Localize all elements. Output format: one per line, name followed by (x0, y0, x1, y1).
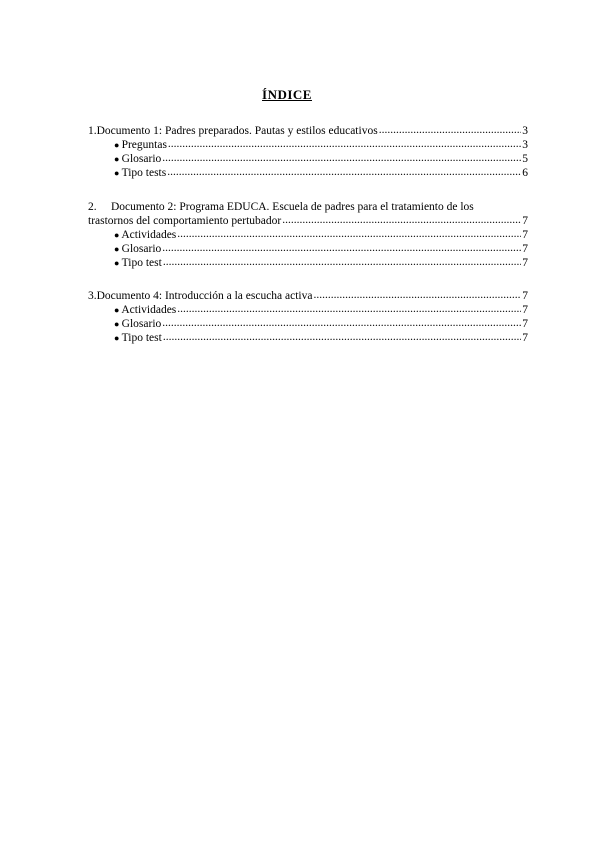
bullet-icon: ● (114, 244, 120, 254)
entry-title-continued: trastornos del comportamiento pertubador (88, 215, 282, 227)
toc-section-2 (88, 200, 528, 270)
section-number: 2. (88, 201, 97, 213)
section-number: 1. (88, 125, 97, 137)
dot-leader (162, 316, 521, 330)
index-title: ÍNDICE (262, 87, 312, 102)
entry-title: Documento 4: Introducción a la escucha activa (96, 290, 313, 302)
dot-leader (162, 151, 521, 165)
toc-subentry[interactable] (88, 317, 528, 331)
page-number: 7 (522, 290, 528, 302)
dot-leader (168, 137, 521, 151)
page-number: 7 (522, 215, 528, 227)
toc-subentry[interactable] (88, 138, 528, 152)
dot-leader (282, 213, 521, 227)
dot-leader (177, 227, 521, 241)
dot-leader (163, 255, 521, 269)
bullet-icon: ● (114, 230, 120, 240)
page-number: 5 (522, 153, 528, 165)
page-number: 3 (522, 139, 528, 151)
toc-subentry[interactable] (88, 331, 528, 345)
page-number: 3 (522, 125, 528, 137)
page-number: 7 (522, 243, 528, 255)
dot-leader (167, 165, 521, 179)
toc-entry-line1[interactable] (88, 200, 528, 214)
dot-leader (162, 241, 521, 255)
subentry-label: Glosario (121, 153, 162, 165)
toc-subentry[interactable] (88, 242, 528, 256)
toc-subentry[interactable] (88, 228, 528, 242)
subentry-label: Tipo tests (121, 167, 167, 179)
bullet-icon: ● (114, 333, 120, 343)
dot-leader (177, 302, 521, 316)
subentry-label: Glosario (121, 318, 162, 330)
subentry-label: Actividades (121, 229, 177, 241)
bullet-icon: ● (114, 140, 120, 150)
toc-entry[interactable] (88, 289, 528, 303)
toc-subentry[interactable] (88, 303, 528, 317)
toc-subentry[interactable] (88, 152, 528, 166)
bullet-icon: ● (114, 305, 120, 315)
subentry-label: Glosario (121, 243, 162, 255)
toc-subentry[interactable] (88, 256, 528, 270)
page-number: 7 (522, 332, 528, 344)
dot-leader (163, 330, 521, 344)
toc-subentry[interactable] (88, 166, 528, 180)
subentry-label: Preguntas (121, 139, 167, 151)
page-number: 7 (522, 229, 528, 241)
toc-entry[interactable] (88, 124, 528, 138)
subentry-label: Tipo test (121, 332, 162, 344)
dot-leader (379, 123, 522, 137)
subentry-label: Tipo test (121, 257, 162, 269)
bullet-icon: ● (114, 168, 120, 178)
page-number: 7 (522, 304, 528, 316)
page-number: 7 (522, 257, 528, 269)
toc-section-3 (88, 289, 528, 345)
subentry-label: Actividades (121, 304, 177, 316)
entry-title: Documento 2: Programa EDUCA. Escuela de padres para el tratamiento de los (111, 201, 474, 213)
section-number: 3. (88, 290, 97, 302)
page-number: 7 (522, 318, 528, 330)
dot-leader (313, 288, 521, 302)
toc-section-1 (88, 124, 528, 180)
bullet-icon: ● (114, 258, 120, 268)
bullet-icon: ● (114, 154, 120, 164)
page-number: 6 (522, 167, 528, 179)
bullet-icon: ● (114, 319, 120, 329)
entry-title: Documento 1: Padres preparados. Pautas y estilos educativos (96, 125, 378, 137)
toc-entry-line2[interactable] (88, 214, 528, 228)
